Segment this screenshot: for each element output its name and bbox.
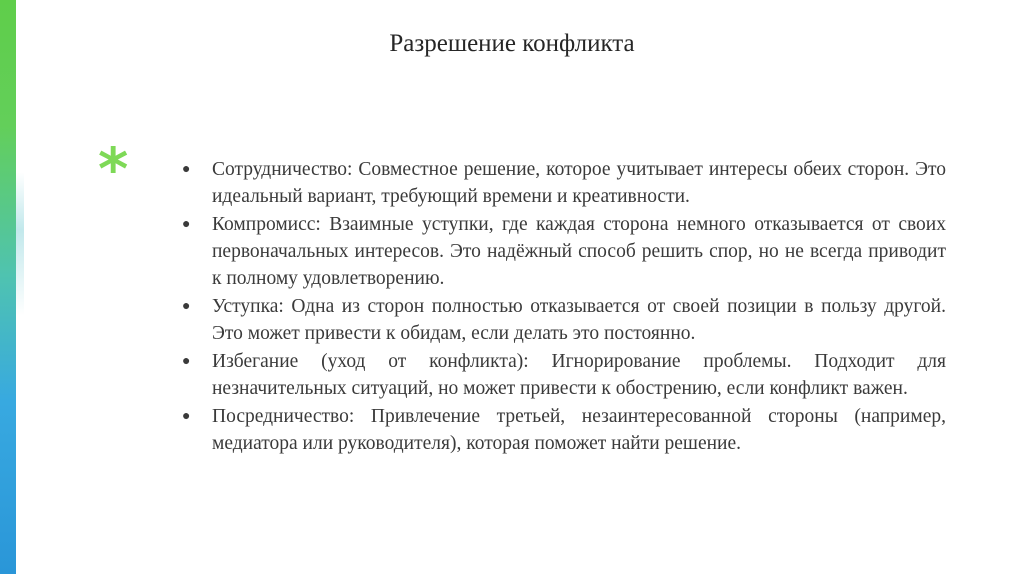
list-item-text: Сотрудничество: Совместное решение, которое учитывает интересы обеих сторон. Это идеальный вариант, требующий времени и креативности. <box>212 159 946 207</box>
bullet-icon: ● <box>182 217 191 232</box>
list-item-text: Уступка: Одна из сторон полностью отказывается от своей позиции в пользу другой. Это может привести к обидам, если делать это постоянно. <box>212 296 946 344</box>
list-item <box>182 403 946 457</box>
list-item-text: Избегание (уход от конфликта): Игнорирование проблемы. Подходит для незначительных ситуаций, но может привести к обострению, если конфликт важен. <box>212 351 946 399</box>
list-item <box>182 293 946 347</box>
left-bar-accent <box>16 0 24 574</box>
bullet-icon: ● <box>182 354 191 369</box>
bullet-icon: ● <box>182 409 191 424</box>
bullet-list <box>182 156 946 458</box>
slide-title: Разрешение конфликта <box>389 30 635 57</box>
list-item-text: Компромисс: Взаимные уступки, где каждая сторона немного отказывается от своих первоначальных интересов. Это надёжный способ решить спор, но не всегда приводит к полному удовлетворению. <box>212 214 946 289</box>
list-item <box>182 156 946 210</box>
bullet-icon: ● <box>182 299 191 314</box>
list-item <box>182 348 946 402</box>
asterisk-icon: * <box>98 135 129 203</box>
list-item-text: Посредничество: Привлечение третьей, незаинтересованной стороны (например, медиатора или руководителя), которая поможет найти решение. <box>212 406 946 454</box>
bullet-icon: ● <box>182 162 191 177</box>
list-item <box>182 211 946 292</box>
left-gradient-bar <box>0 0 16 574</box>
